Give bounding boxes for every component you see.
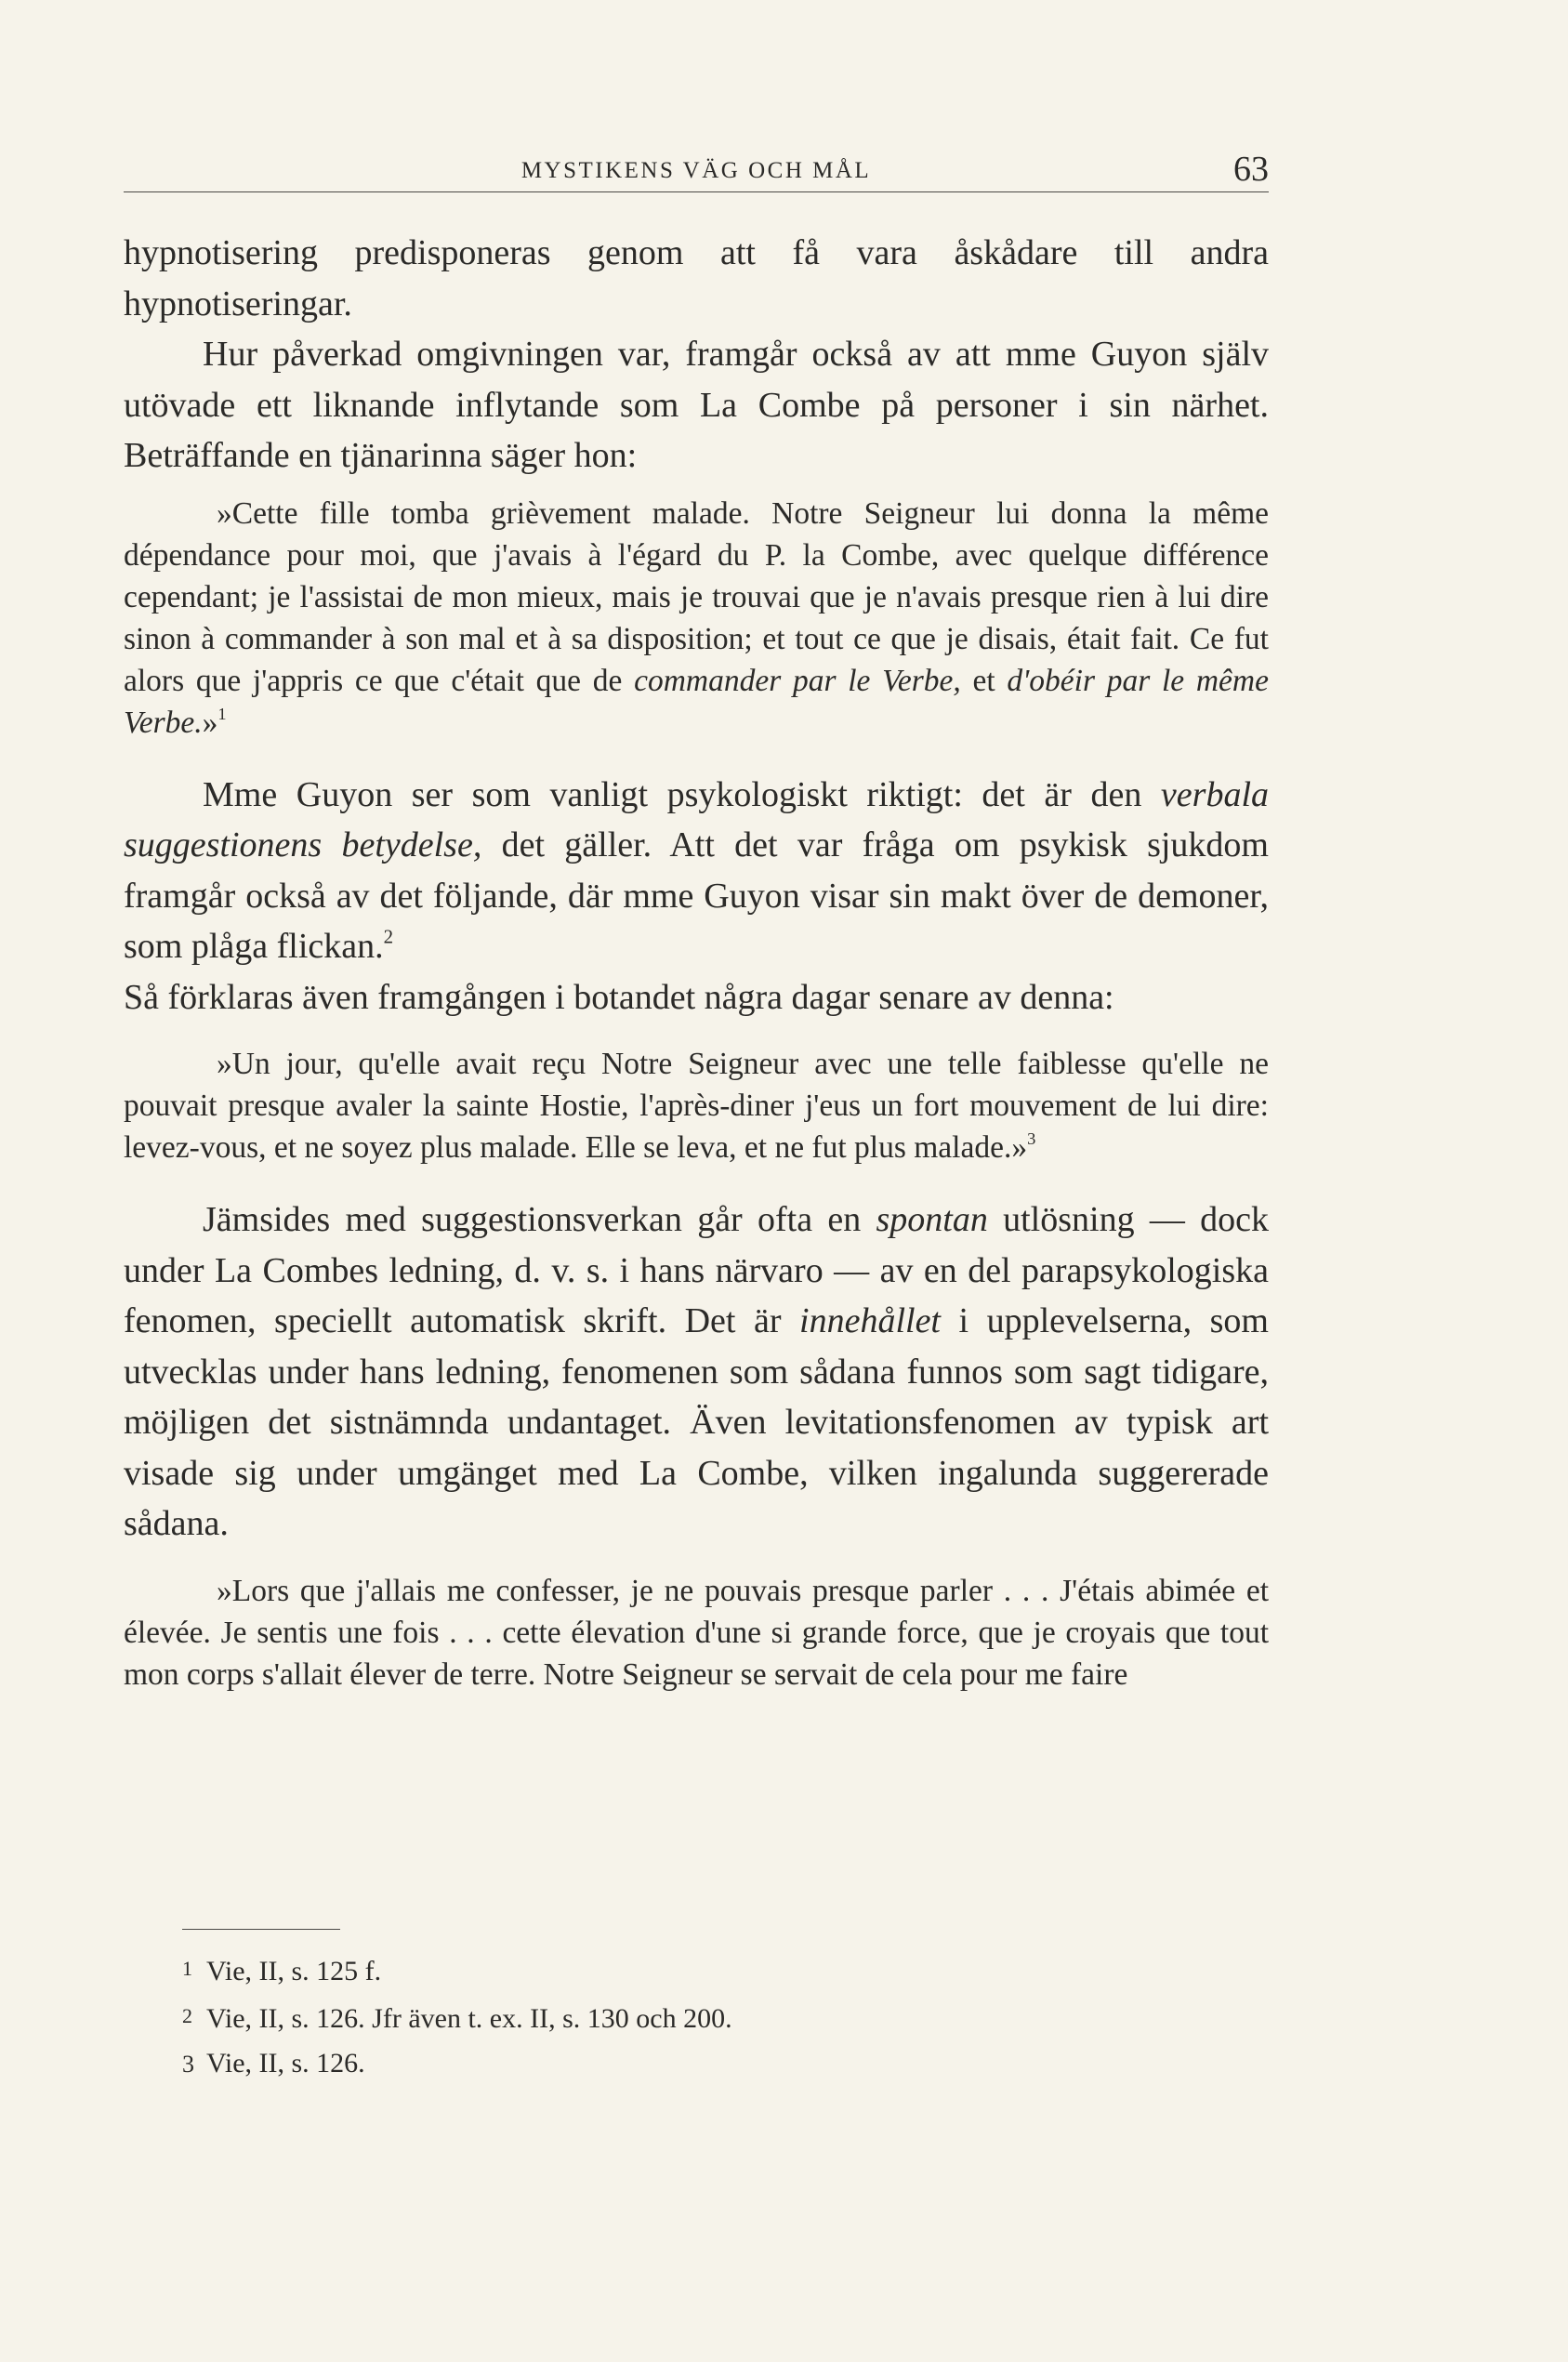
quote-1-close: » [202,705,218,740]
footnote-rule [182,1929,340,1930]
quote-1-emphasis-1: commander par le Verbe, [634,663,961,698]
footnote-ref-2: 2 [383,925,394,948]
paragraph-5-emphasis-2: innehållet [799,1301,941,1340]
footnote-1-mark: 1 [182,1957,192,1980]
quote-1-text: »Cette fille tomba grièvement malade. Notre Seigneur lui donna la même dépendance pour moi, que j'avais à l'égard du P. la Combe, avec quelque différence cependant; je l'assistai de mon mieux, mais je trouvai que je n'avais presque rien à lui dire sinon à commander à son mal et à sa disposition; et tout ce que je disais, était fait. Ce fut alors que j'appris ce que c'était que de [124,495,1269,698]
running-head [124,149,1269,195]
paragraph-5-text-c: i upplevelserna, som utvecklas under hans ledning, fenomenen som sådana funnos som sagt tidigare, möjligen det sistnämnda undantaget. Även levitationsfenomen av typisk art visade sig under umgänget med La Combe, vilken ingalunda suggererade sådana. [124,1301,1269,1543]
footnote-ref-3: 3 [1027,1129,1036,1149]
paragraph-3 [124,770,1269,972]
paragraph-3-text-a: Mme Guyon ser som vanligt psykologiskt riktigt: det är den [203,774,1161,814]
paragraph-5 [124,1194,1269,1550]
footnote-3 [182,2041,1112,2087]
footnote-ref-1: 1 [217,704,227,723]
paragraph-2: Hur påverkad omgivningen var, framgår också av att mme Guyon själv utövade ett liknande inflytande som La Combe på personer i sin närhet. Beträffande en tjänarinna säger hon: [124,335,1269,475]
header-rule [124,191,1269,192]
body-text [124,228,1269,1696]
quote-2-text: »Un jour, qu'elle avait reçu Notre Seigneur avec une telle faiblesse qu'elle ne pouvait presque avaler la sainte Hostie, l'après-diner j'eus un fort mouvement de lui dire: levez-vous, et ne soyez plus malade. Elle se leva, et ne fut plus malade.» [124,1047,1269,1165]
footnote-2-text: Vie, II, s. 126. Jfr även t. ex. II, s. 130 och 200. [206,2003,732,2034]
quote-2 [124,1043,1269,1168]
quote-1-connector: et [960,663,1008,698]
footnote-3-mark: 3 [182,2051,194,2078]
quote-1-emphasis-2: d'obéir par le même Verbe. [124,663,1269,740]
paragraph-5-emphasis-1: spontan [876,1200,988,1239]
paragraph-1: hypnotisering predisponeras genom att få vara åskådare till andra hypnotiseringar. [124,233,1269,323]
footnote-3-text: Vie, II, s. 126. [206,2048,365,2078]
paragraph-4: Så förklaras även framgången i botandet några dagar senare av denna: [124,977,1114,1017]
footnote-1-text: Vie, II, s. 125 f. [206,1956,382,1986]
footnote-2-mark: 2 [182,2004,192,2027]
paragraph-5-text-b: utlösning — dock under La Combes ledning, d. v. s. i hans närvaro — av en del parapsykologiska fenomen, speciellt automatisk skrift. Det är [124,1200,1269,1340]
footnote-1 [182,1946,1112,1994]
paragraph-3-text-b: det gäller. Att det var fråga om psykisk sjukdom framgår också av det följande, där mme Guyon visar sin makt över de demoner, som plåga flickan. [124,825,1269,966]
footnote-2 [182,1994,1112,2041]
footnotes [182,1946,1112,2087]
page-number: 63 [1233,150,1269,189]
quote-1 [124,493,1269,744]
quote-3: »Lors que j'allais me confesser, je ne pouvais presque parler . . . J'étais abimée et élevée. Je sentis une fois . . . cette élevation d'une si grande force, que je croyais que tout mon corps s'allait élever de terre. Notre Seigneur se servait de cela pour me faire [124,1573,1269,1692]
running-title: MYSTIKENS VÄG OCH MÅL [520,158,872,183]
paragraph-5-text-a: Jämsides med suggestionsverkan går ofta en [203,1200,876,1239]
paragraph-3-emphasis: verbala suggestionens betydelse, [124,774,1269,864]
